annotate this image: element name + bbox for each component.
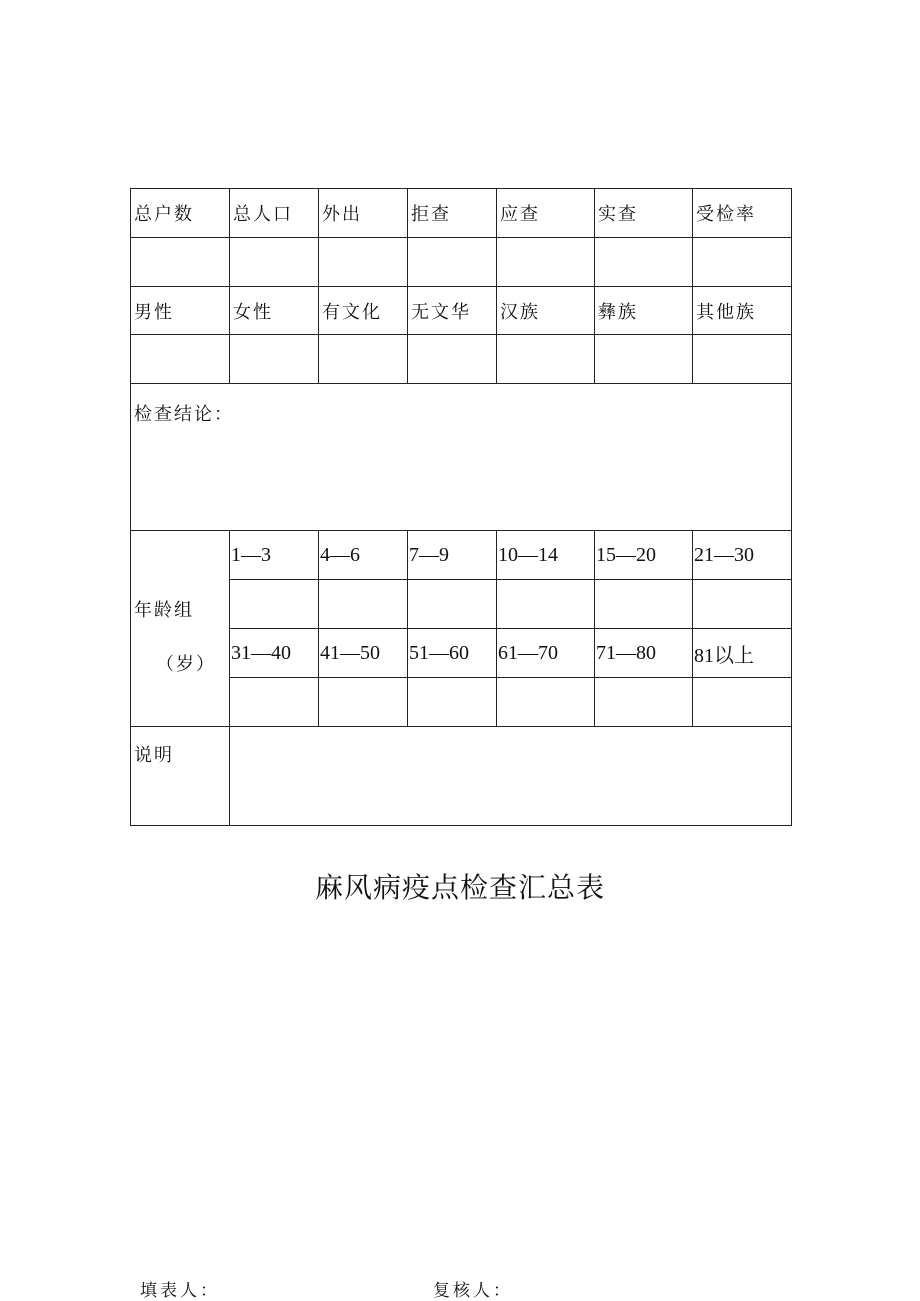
age-range-cell: 21—30 <box>693 531 792 580</box>
blank-cell[interactable] <box>319 678 408 727</box>
age-range-cell: 51—60 <box>408 629 497 678</box>
blank-cell[interactable] <box>497 580 595 629</box>
age-group-label-cell <box>131 531 230 727</box>
age-range-row-1 <box>131 531 792 580</box>
header-row-2 <box>131 287 792 335</box>
blank-row-2 <box>131 335 792 384</box>
header-cell: 男性 <box>131 287 230 335</box>
header-cell: 拒查 <box>408 189 497 238</box>
conclusion-row <box>131 384 792 531</box>
header-cell: 无文华 <box>408 287 497 335</box>
header-cell: 女性 <box>230 287 319 335</box>
age-range-cell: 41—50 <box>319 629 408 678</box>
blank-cell[interactable] <box>497 335 595 384</box>
age-range-cell: 81以上 <box>693 629 792 678</box>
blank-cell[interactable] <box>693 678 792 727</box>
blank-cell[interactable] <box>319 238 408 287</box>
blank-cell[interactable] <box>408 580 497 629</box>
blank-cell[interactable] <box>693 580 792 629</box>
header-cell: 其他族 <box>693 287 792 335</box>
age-range-row-2 <box>131 629 792 678</box>
blank-cell[interactable] <box>131 238 230 287</box>
age-range-cell: 4—6 <box>319 531 408 580</box>
age-range-cell: 71—80 <box>595 629 693 678</box>
age-range-cell: 1—3 <box>230 531 319 580</box>
blank-cell[interactable] <box>595 335 693 384</box>
conclusion-label: 检查结论： <box>134 404 234 425</box>
age-blank-row-1 <box>131 580 792 629</box>
conclusion-cell[interactable] <box>131 384 792 531</box>
blank-cell[interactable] <box>497 238 595 287</box>
notes-row <box>131 727 792 826</box>
reviewer-label: 复核人： <box>433 1281 513 1301</box>
blank-cell[interactable] <box>595 580 693 629</box>
notes-cell[interactable] <box>230 727 792 826</box>
header-cell: 汉族 <box>497 287 595 335</box>
blank-cell[interactable] <box>131 335 230 384</box>
blank-cell[interactable] <box>408 238 497 287</box>
blank-cell[interactable] <box>595 238 693 287</box>
blank-cell[interactable] <box>319 335 408 384</box>
header-row-1 <box>131 189 792 238</box>
age-range-cell: 61—70 <box>497 629 595 678</box>
page-title: 麻风病疫点检查汇总表 <box>314 871 605 904</box>
blank-cell[interactable] <box>693 238 792 287</box>
blank-cell[interactable] <box>230 580 319 629</box>
age-blank-row-2 <box>131 678 792 727</box>
blank-cell[interactable] <box>408 335 497 384</box>
blank-cell[interactable] <box>230 335 319 384</box>
blank-cell[interactable] <box>319 580 408 629</box>
age-range-cell: 15—20 <box>595 531 693 580</box>
header-cell: 外出 <box>319 189 408 238</box>
survey-summary-table <box>130 188 792 826</box>
age-group-unit: （岁） <box>156 653 216 675</box>
header-cell: 彝族 <box>595 287 693 335</box>
header-cell: 应查 <box>497 189 595 238</box>
blank-cell[interactable] <box>230 678 319 727</box>
header-cell: 有文化 <box>319 287 408 335</box>
notes-label: 说明 <box>134 745 174 766</box>
header-cell: 实查 <box>595 189 693 238</box>
header-cell: 总人口 <box>230 189 319 238</box>
notes-label-cell <box>131 727 230 826</box>
filler-label: 填表人： <box>140 1281 220 1301</box>
blank-cell[interactable] <box>497 678 595 727</box>
age-group-label: 年龄组 <box>134 599 194 621</box>
blank-cell[interactable] <box>595 678 693 727</box>
blank-cell[interactable] <box>693 335 792 384</box>
age-range-cell: 31—40 <box>230 629 319 678</box>
header-cell: 受检率 <box>693 189 792 238</box>
header-cell: 总户数 <box>131 189 230 238</box>
blank-row-1 <box>131 238 792 287</box>
blank-cell[interactable] <box>230 238 319 287</box>
age-range-cell: 7—9 <box>408 531 497 580</box>
blank-cell[interactable] <box>408 678 497 727</box>
age-range-cell: 10—14 <box>497 531 595 580</box>
